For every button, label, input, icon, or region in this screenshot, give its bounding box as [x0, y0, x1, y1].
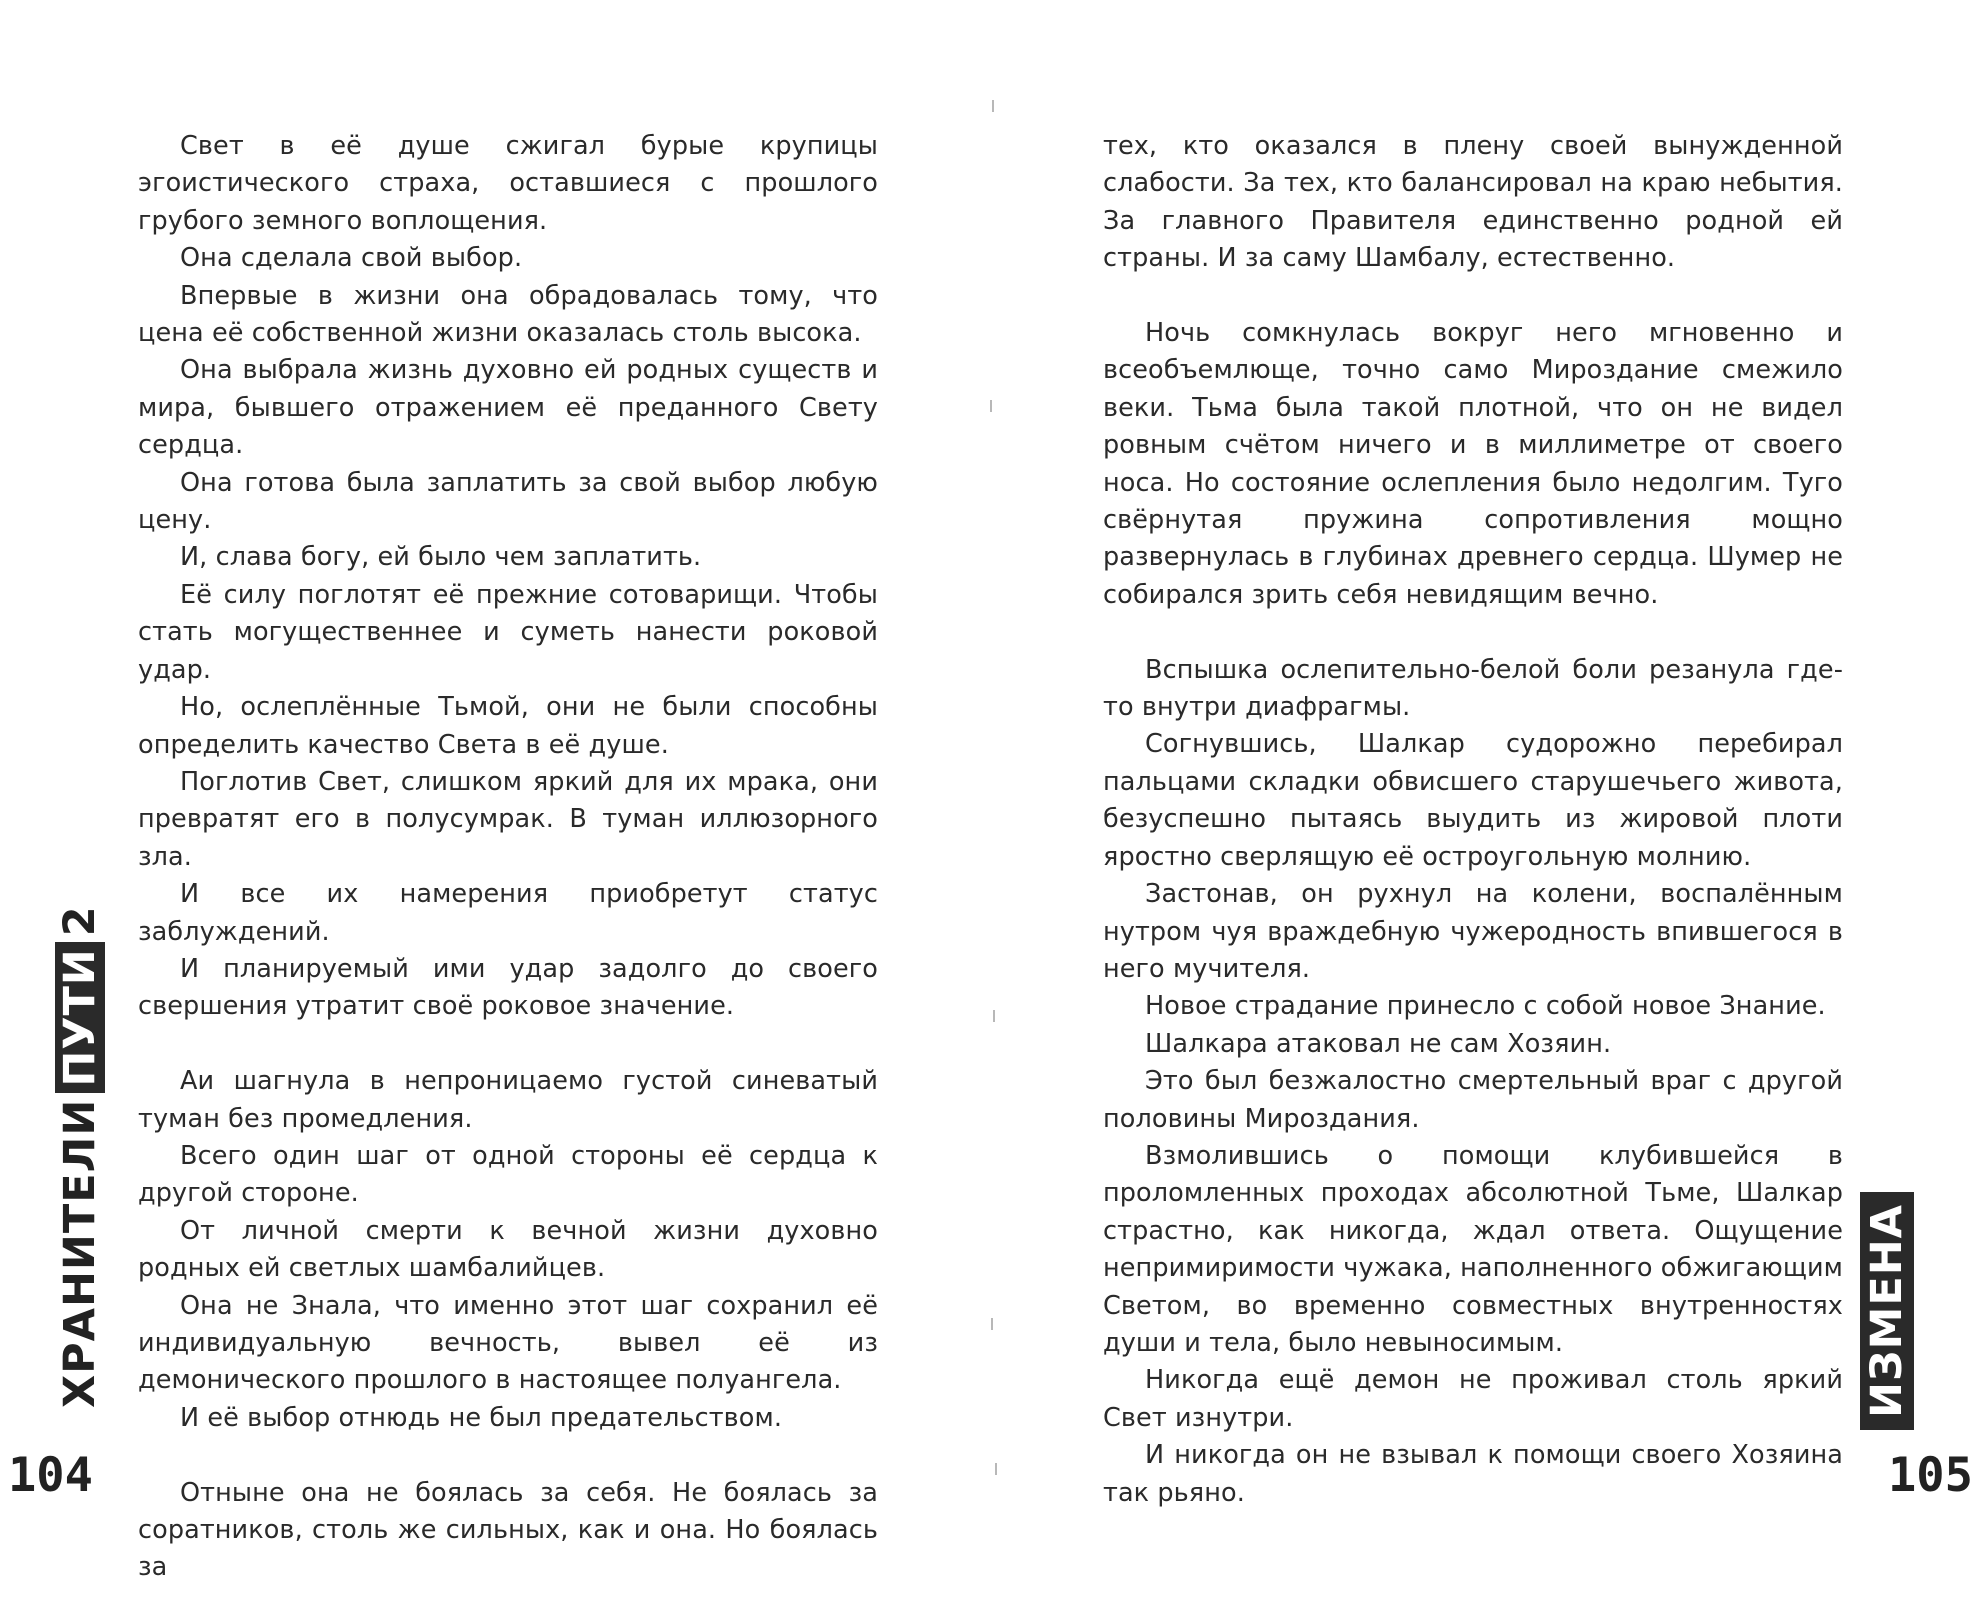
paragraph: Застонав, он рухнул на колени, воспалённым нутром чуя враждебную чужеродность впившегося в него мучителя. [1103, 879, 1843, 984]
paragraph: Она выбрала жизнь духовно ей родных существ и мира, бывшего отражением её преданного Свету сердца. [138, 355, 878, 461]
right-running-head [1862, 1192, 1912, 1430]
paragraph: Ночь сомкнулась вокруг него мгновенно и всеобъемлюще, точно само Мироздание смежило веки. Тьма была такой плотной, что он не видел ровным счётом ничего и в миллиметре от своего носа. Но состояние ослепления было недолгим. Туго свёрнутая пружина сопротивления мощно развернулась в глубинах древнего сердца. Шумер не собирался зрить себя невидящим вечно. [1103, 318, 1843, 610]
paragraph: И, слава богу, ей было чем заплатить. [180, 542, 702, 573]
left-running-head [55, 905, 105, 1408]
paragraph: Её силу поглотят её прежние сотоварищи. Чтобы стать могущественнее и суметь нанести роковой удар. [138, 579, 878, 685]
paragraph: Всего один шаг от одной стороны её сердца к другой стороне. [138, 1140, 878, 1209]
paragraph: Впервые в жизни она обрадовалась тому, что цена её собственной жизни оказалась столь высока. [138, 280, 878, 349]
paragraph: Поглотив Свет, слишком яркий для их мрака, они превратят его в полусумрак. В туман иллюзорного зла. [138, 766, 878, 872]
page-number-right: 105 [1888, 1448, 1973, 1503]
paragraph: Она готова была заплатить за свой выбор любую цену. [138, 467, 878, 536]
running-head-word: ХРАНИТЕЛИ [55, 1098, 105, 1408]
paragraph: И планируемый ими удар задолго до своего свершения утратит своё роковое значение. [138, 953, 878, 1022]
paragraph: Аи шагнула в непроницаемо густой синеватый туман без промедления. [138, 1066, 878, 1134]
paragraph: И никогда он не взывал к помощи своего Хозяина так рьяно. [1103, 1440, 1843, 1508]
paragraph: Она сделала свой выбор. [180, 243, 523, 274]
paragraph: Вспышка ослепительно-белой боли резанула где-то внутри диафрагмы. [1103, 654, 1843, 723]
paragraph: Взмолившись о помощи клубившейся в проломленных проходах абсолютной Тьме, Шалкар страстно, как никогда, ждал ответа. Ощущение непримиримости чужака, наполненного обжигающим Светом, во временно совместных внутренностях души и тела, было невыносимым. [1103, 1140, 1843, 1358]
page-number-left: 104 [8, 1448, 93, 1503]
paragraph: Она не Знала, что именно этот шаг сохранил её индивидуальную вечность, вывел её из демонического прошлого в настоящее полуангела. [138, 1290, 878, 1396]
gutter-mark [991, 1318, 993, 1330]
paragraph: тех, кто оказался в плену своей вынужденной слабости. За тех, кто балансировал на краю небытия. За главного Правителя единственно родной ей страны. И за саму Шамбалу, естественно. [1103, 131, 1843, 274]
paragraph: Согнувшись, Шалкар судорожно перебирал пальцами складки обвисшего старушечьего живота, безуспешно пытаясь выудить из жировой плоти яростно сверлящую её остроугольную молнию. [1103, 729, 1843, 872]
paragraph: Никогда ещё демон не проживал столь яркий Свет изнутри. [1103, 1365, 1843, 1433]
running-head-volume: 2 [55, 905, 105, 937]
paragraph: Свет в её душе сжигал бурые крупицы эгоистического страха, оставшиеся с прошлого грубого земного воплощения. [138, 131, 878, 236]
running-head-word-highlight: ИЗМЕНА [1860, 1192, 1914, 1430]
gutter-mark [990, 400, 992, 412]
left-page-text [138, 128, 878, 1587]
gutter-mark [992, 100, 994, 112]
gutter-mark [993, 1010, 995, 1022]
gutter-mark [995, 1463, 997, 1475]
running-head-word-highlight: ПУТИ [55, 942, 105, 1092]
right-page-text [1103, 128, 1843, 1512]
paragraph: И её выбор отнюдь не был предательством. [180, 1402, 783, 1433]
paragraph: Это был безжалостно смертельный враг с другой половины Мироздания. [1103, 1066, 1843, 1134]
paragraph: Но, ослеплённые Тьмой, они не были способны определить качество Света в её душе. [138, 692, 878, 760]
paragraph: И все их намерения приобретут статус заблуждений. [138, 879, 878, 947]
paragraph: От личной смерти к вечной жизни духовно родных ей светлых шамбалийцев. [138, 1215, 878, 1284]
paragraph: Шалкара атаковал не сам Хозяин. [1145, 1028, 1612, 1059]
paragraph: Новое страдание принесло с собой новое Знание. [1145, 991, 1826, 1022]
paragraph: Отныне она не боялась за себя. Не боялась за соратников, столь же сильных, как и она. Но боялась за [138, 1477, 878, 1583]
